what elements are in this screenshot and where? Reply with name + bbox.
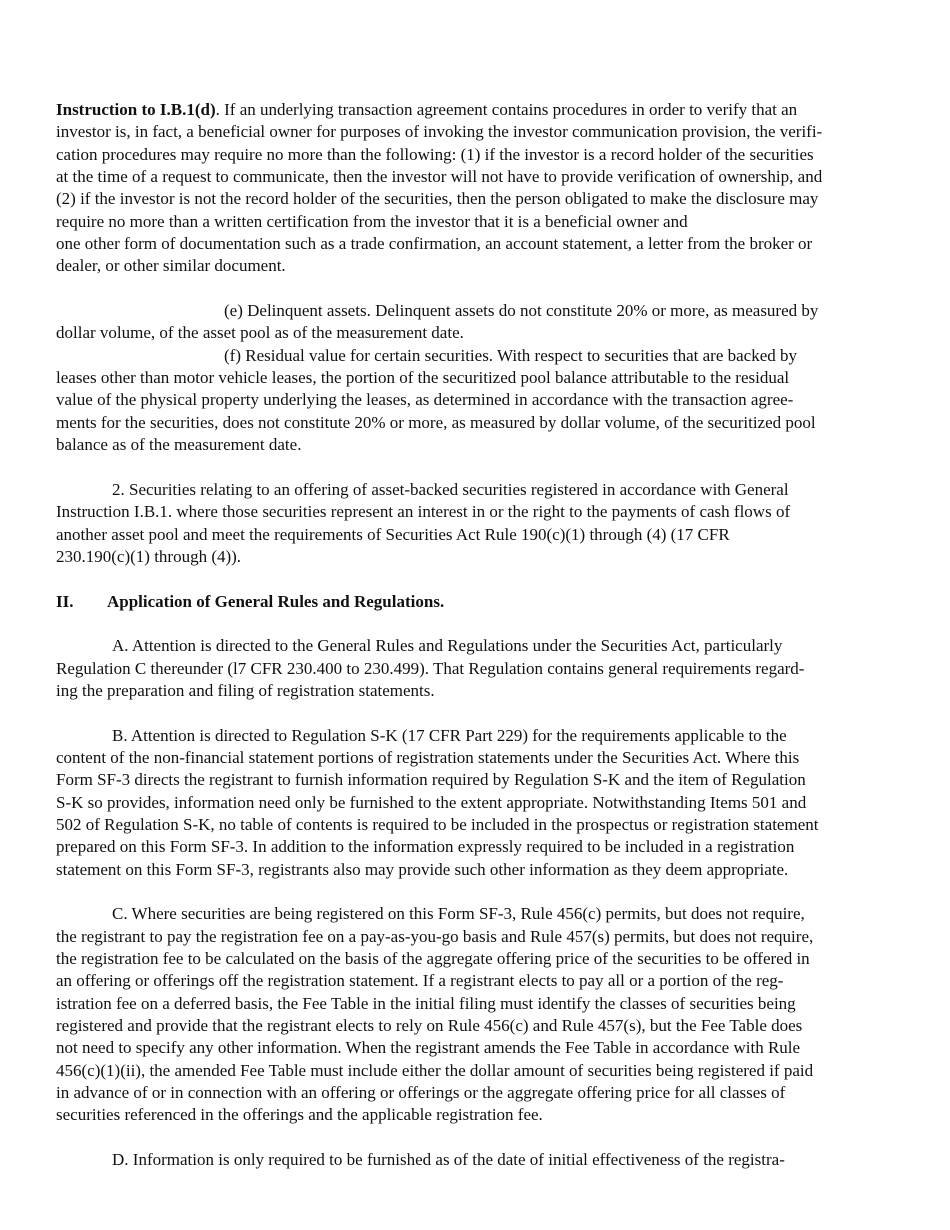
text-line: dollar volume, of the asset pool as of the measurement date. xyxy=(56,323,464,343)
text-line: investor is, in fact, a beneficial owner for purposes of invoking the investor communication provision, the verifi- xyxy=(56,122,823,142)
text-line: an offering or offerings off the registration statement. If a registrant elects to pay all or a portion of the reg- xyxy=(56,971,784,991)
text-line: 502 of Regulation S-K, no table of contents is required to be included in the prospectus or registration statement xyxy=(56,815,819,834)
instruction-paragraph xyxy=(56,99,896,278)
text-line: (e) Delinquent assets. Delinquent assets do not constitute 20% or more, as measured by xyxy=(224,301,819,321)
text-line: Instruction I.B.1. where those securities represent an interest in or the right to the payments of cash flows of xyxy=(56,502,791,522)
text-line: require no more than a written certification from the investor that it is a beneficial owner and xyxy=(56,211,688,231)
paragraph-c xyxy=(56,903,896,1126)
text-line: D. Information is only required to be furnished as of the date of initial effectiveness of the registra- xyxy=(112,1150,785,1170)
paragraph-b xyxy=(56,725,896,881)
text-line: securities referenced in the offerings and the applicable registration fee. xyxy=(56,1105,543,1125)
section-title: Application of General Rules and Regulations. xyxy=(107,591,445,611)
text-line: value of the physical property underlying the leases, as determined in accordance with the transaction agree- xyxy=(56,390,794,410)
text-line: A. Attention is directed to the General Rules and Regulations under the Securities Act, particularly xyxy=(112,636,783,656)
text-line: 230.190(c)(1) through (4)). xyxy=(56,546,242,566)
text-line: Instruction to I.B.1(d). If an underlying transaction agreement contains procedures in order to verify that an xyxy=(56,100,798,119)
item-e-delinquent-assets xyxy=(56,300,896,345)
text-line: cation procedures may require no more than the following: (1) if the investor is a record holder of the securities xyxy=(56,144,814,164)
instruction-label: Instruction to I.B.1(d) xyxy=(56,100,216,119)
text-line: istration fee on a deferred basis, the Fee Table in the initial filing must identify the classes of securities being xyxy=(56,993,796,1013)
text-line: S-K so provides, information need only be furnished to the extent appropriate. Notwithstanding Items 501 and xyxy=(56,792,807,812)
item-2-paragraph xyxy=(56,479,896,568)
text-line: Form SF-3 directs the registrant to furnish information required by Regulation S-K and the item of Regulation xyxy=(56,770,806,790)
text-line: the registration fee to be calculated on the basis of the aggregate offering price of the securities to be offered in xyxy=(56,949,810,969)
text-line: content of the non-financial statement portions of registration statements under the Securities Act. Where this xyxy=(56,747,800,767)
text-line: balance as of the measurement date. xyxy=(56,435,302,455)
text-line: not need to specify any other information. When the registrant amends the Fee Table in accordance with Rule xyxy=(56,1038,801,1058)
text-line: at the time of a request to communicate, then the investor will not have to provide verification of ownership, and xyxy=(56,167,823,187)
text-line: 2. Securities relating to an offering of asset-backed securities registered in accordance with General xyxy=(112,479,789,499)
section-ii-heading xyxy=(56,591,896,613)
text-line: ments for the securities, does not constitute 20% or more, as measured by dollar volume, of the securitized pool xyxy=(56,412,816,432)
text-line: registered and provide that the registrant elects to rely on Rule 456(c) and Rule 457(s), but the Fee Table does xyxy=(56,1016,803,1036)
text-line: ing the preparation and filing of registration statements. xyxy=(56,680,435,700)
text-line: 456(c)(1)(ii), the amended Fee Table must include either the dollar amount of securities being registered if paid xyxy=(56,1060,814,1080)
paragraph-a xyxy=(56,635,896,702)
text-line: in advance of or in connection with an offering or offerings or the aggregate offering price for all classes of xyxy=(56,1083,786,1103)
paragraph-d xyxy=(56,1149,896,1171)
text-line: B. Attention is directed to Regulation S-K (17 CFR Part 229) for the requirements applicable to the xyxy=(112,725,787,745)
text-line: (f) Residual value for certain securities. With respect to securities that are backed by xyxy=(224,345,797,365)
text-line: statement on this Form SF-3, registrants also may provide such other information as they deem appropriate. xyxy=(56,859,789,879)
text-line: leases other than motor vehicle leases, the portion of the securitized pool balance attributable to the residual xyxy=(56,368,790,388)
section-number: II. xyxy=(56,591,74,611)
text-line: Regulation C thereunder (l7 CFR 230.400 to 230.499). That Regulation contains general requirements regard- xyxy=(56,658,805,678)
text-line: prepared on this Form SF-3. In addition to the information expressly required to be included in a registration xyxy=(56,837,795,857)
document-page xyxy=(56,99,896,1172)
text-line: dealer, or other similar document. xyxy=(56,256,286,276)
text-line: (2) if the investor is not the record holder of the securities, then the person obligated to make the disclosure may xyxy=(56,189,819,209)
item-f-residual-value xyxy=(56,345,896,457)
text-line: another asset pool and meet the requirements of Securities Act Rule 190(c)(1) through (4) (17 CFR xyxy=(56,524,730,544)
text-line: one other form of documentation such as a trade confirmation, an account statement, a letter from the broker or xyxy=(56,234,813,254)
text-line: C. Where securities are being registered on this Form SF-3, Rule 456(c) permits, but does not require, xyxy=(112,904,805,924)
text-line: the registrant to pay the registration fee on a pay-as-you-go basis and Rule 457(s) permits, but does not require, xyxy=(56,926,814,946)
